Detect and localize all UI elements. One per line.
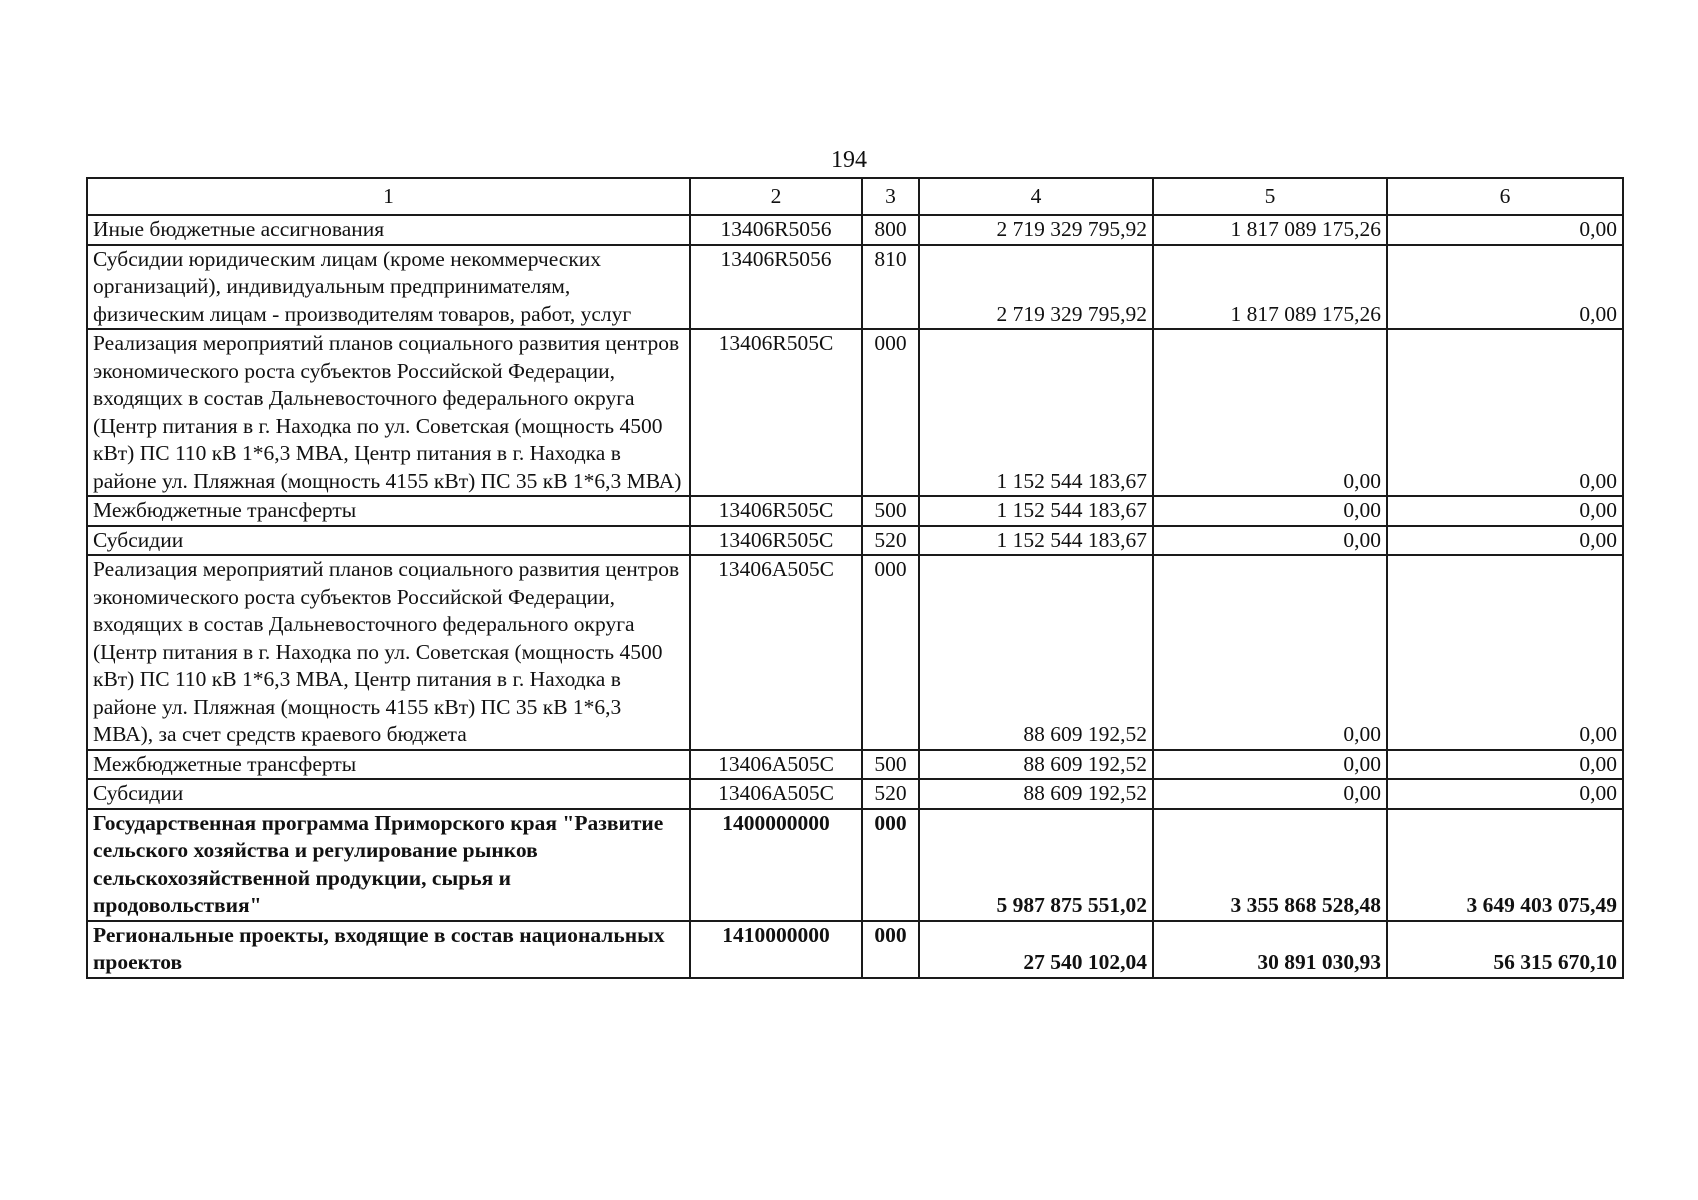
table-row: [87, 779, 1623, 809]
row-expense-type-cell: 810: [862, 245, 919, 330]
row-value-col4-cell: 88 609 192,52: [919, 750, 1153, 780]
row-value-col6-cell: 0,00: [1387, 750, 1623, 780]
row-value-col4-cell: 2 719 329 795,92: [919, 215, 1153, 245]
column-number-2: 2: [690, 178, 862, 215]
table-row: [87, 921, 1623, 978]
table-row: [87, 555, 1623, 750]
row-value-col5-cell: 0,00: [1153, 329, 1387, 496]
row-value-col4-cell: 1 152 544 183,67: [919, 329, 1153, 496]
row-code-cell: 13406А505С: [690, 779, 862, 809]
row-name-cell: Государственная программа Приморского края "Развитие сельского хозяйства и регулирование рынков сельскохозяйственной продукции, сырья и продовольствия": [87, 809, 690, 921]
column-number-1: 1: [87, 178, 690, 215]
row-value-col6-cell: 0,00: [1387, 779, 1623, 809]
row-expense-type-cell: 000: [862, 555, 919, 750]
row-value-col4-cell: 5 987 875 551,02: [919, 809, 1153, 921]
row-name-cell: Межбюджетные трансферты: [87, 496, 690, 526]
table-row: [87, 329, 1623, 496]
column-number-3: 3: [862, 178, 919, 215]
row-expense-type-cell: 500: [862, 496, 919, 526]
column-number-header-row: [87, 178, 1623, 215]
row-value-col6-cell: 0,00: [1387, 555, 1623, 750]
row-expense-type-cell: 500: [862, 750, 919, 780]
row-name-cell: Межбюджетные трансферты: [87, 750, 690, 780]
row-value-col5-cell: 0,00: [1153, 779, 1387, 809]
row-expense-type-cell: 000: [862, 809, 919, 921]
row-value-col5-cell: 0,00: [1153, 526, 1387, 556]
column-number-5: 5: [1153, 178, 1387, 215]
column-number-6: 6: [1387, 178, 1623, 215]
budget-table-body: [87, 178, 1623, 978]
row-code-cell: 13406R505С: [690, 496, 862, 526]
row-value-col4-cell: 88 609 192,52: [919, 779, 1153, 809]
row-name-cell: Субсидии: [87, 526, 690, 556]
row-value-col6-cell: 0,00: [1387, 329, 1623, 496]
row-value-col4-cell: 2 719 329 795,92: [919, 245, 1153, 330]
row-value-col5-cell: 3 355 868 528,48: [1153, 809, 1387, 921]
row-value-col5-cell: 1 817 089 175,26: [1153, 245, 1387, 330]
row-code-cell: 1400000000: [690, 809, 862, 921]
row-value-col5-cell: 1 817 089 175,26: [1153, 215, 1387, 245]
row-expense-type-cell: 520: [862, 779, 919, 809]
column-number-4: 4: [919, 178, 1153, 215]
row-code-cell: 13406А505С: [690, 750, 862, 780]
table-row: [87, 215, 1623, 245]
row-name-cell: Реализация мероприятий планов социального развития центров экономического роста субъектов Российской Федерации, входящих в состав Дальневосточного федерального округа (Центр питания в г. Находка по ул. Советская (мощность 4500 кВт) ПС 110 кВ 1*6,3 МВА, Центр питания в г. Находка в районе ул. Пляжная (мощность 4155 кВт) ПС 35 кВ 1*6,3 МВА), за счет средств краевого бюджета: [87, 555, 690, 750]
row-expense-type-cell: 000: [862, 329, 919, 496]
row-value-col5-cell: 0,00: [1153, 555, 1387, 750]
row-value-col6-cell: 0,00: [1387, 526, 1623, 556]
row-value-col6-cell: 56 315 670,10: [1387, 921, 1623, 978]
row-value-col5-cell: 0,00: [1153, 750, 1387, 780]
table-row: [87, 750, 1623, 780]
row-value-col4-cell: 1 152 544 183,67: [919, 526, 1153, 556]
page-number: 194: [831, 147, 867, 173]
row-code-cell: 13406R5056: [690, 245, 862, 330]
table-row: [87, 526, 1623, 556]
budget-table: [86, 177, 1624, 979]
table-row: [87, 809, 1623, 921]
row-code-cell: 13406R505С: [690, 526, 862, 556]
row-code-cell: 1410000000: [690, 921, 862, 978]
row-value-col4-cell: 27 540 102,04: [919, 921, 1153, 978]
row-expense-type-cell: 800: [862, 215, 919, 245]
row-value-col6-cell: 0,00: [1387, 245, 1623, 330]
row-expense-type-cell: 000: [862, 921, 919, 978]
row-code-cell: 13406R505С: [690, 329, 862, 496]
table-row: [87, 245, 1623, 330]
row-name-cell: Реализация мероприятий планов социального развития центров экономического роста субъектов Российской Федерации, входящих в состав Дальневосточного федерального округа (Центр питания в г. Находка по ул. Советская (мощность 4500 кВт) ПС 110 кВ 1*6,3 МВА, Центр питания в г. Находка в районе ул. Пляжная (мощность 4155 кВт) ПС 35 кВ 1*6,3 МВА): [87, 329, 690, 496]
row-name-cell: Субсидии юридическим лицам (кроме некоммерческих организаций), индивидуальным предпринимателям, физическим лицам - производителям товаров, работ, услуг: [87, 245, 690, 330]
row-value-col5-cell: 30 891 030,93: [1153, 921, 1387, 978]
row-value-col4-cell: 1 152 544 183,67: [919, 496, 1153, 526]
row-value-col5-cell: 0,00: [1153, 496, 1387, 526]
row-value-col6-cell: 3 649 403 075,49: [1387, 809, 1623, 921]
table-row: [87, 496, 1623, 526]
row-name-cell: Иные бюджетные ассигнования: [87, 215, 690, 245]
row-value-col6-cell: 0,00: [1387, 215, 1623, 245]
row-name-cell: Региональные проекты, входящие в состав национальных проектов: [87, 921, 690, 978]
row-name-cell: Субсидии: [87, 779, 690, 809]
row-expense-type-cell: 520: [862, 526, 919, 556]
row-code-cell: 13406А505С: [690, 555, 862, 750]
row-code-cell: 13406R5056: [690, 215, 862, 245]
row-value-col4-cell: 88 609 192,52: [919, 555, 1153, 750]
row-value-col6-cell: 0,00: [1387, 496, 1623, 526]
